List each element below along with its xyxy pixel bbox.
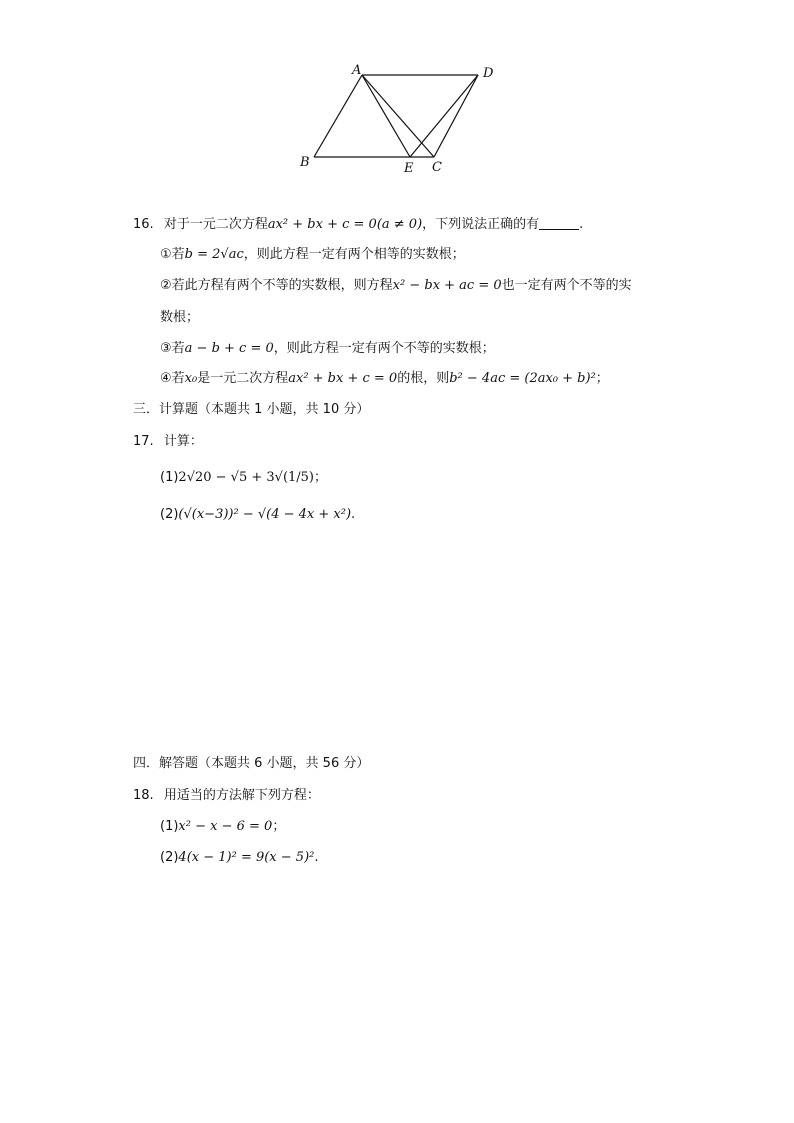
q17-number: 17. [133, 434, 154, 449]
q17-part-2 [160, 508, 355, 521]
q16-option-4-equation-2: b² − 4ac = (2ax₀ + b)² [449, 371, 596, 386]
q18-part-2-end: . [314, 850, 319, 865]
q16-equation: ax² + bx + c = 0(a ≠ 0) [267, 217, 423, 232]
q16-stem [133, 217, 583, 231]
q16-option-4-text-b: 是一元二次方程 [197, 371, 289, 386]
q16-option-3-equation: a − b + c = 0 [184, 341, 274, 356]
q16-option-3-mark: ③ [160, 341, 172, 356]
q17-part-1-expr: 2√20 − √5 + 3√(1/5) [178, 470, 315, 485]
segment-AC [362, 75, 434, 157]
q16-option-2-equation: x² − bx + ac = 0 [392, 278, 502, 293]
q16-option-2-cont [160, 311, 199, 324]
q17-part-1-end: ； [314, 470, 328, 485]
q16-option-3 [160, 342, 495, 355]
q18-part-2 [160, 851, 319, 864]
segment-AB [314, 75, 362, 157]
q16-option-4-mark: ④ [160, 371, 172, 386]
q17-text: 计算： [163, 434, 203, 449]
q17-stem [133, 435, 203, 448]
q17-part-1-label: (1) [160, 470, 179, 485]
q18-stem [133, 789, 320, 802]
q16-option-2-mark: ② [160, 278, 172, 293]
q16-option-4-text-d: ； [595, 371, 609, 386]
q16-option-1 [160, 248, 465, 261]
q16-option-4-equation-1: ax² + bx + c = 0 [288, 371, 398, 386]
q16-option-4-text-c: 的根，则 [397, 371, 450, 386]
segment-DE [410, 75, 478, 157]
parallelogram-figure [290, 60, 510, 180]
q16-option-2-text-c: 数根； [160, 310, 200, 325]
point-label-C: C [432, 160, 442, 175]
q16-number: 16. [133, 217, 154, 232]
q16-option-1-text-a: 若 [171, 247, 185, 262]
q16-text-pre: 对于一元二次方程 [163, 217, 268, 232]
q16-text-post: ，下列说法正确的有 [422, 217, 540, 232]
q18-part-1-expr: x² − x − 6 = 0 [178, 819, 273, 834]
q16-option-4-x0: x₀ [184, 371, 198, 386]
q16-option-1-mark: ① [160, 247, 172, 262]
q16-option-2 [160, 279, 632, 292]
point-label-B: B [300, 155, 310, 170]
q18-text: 用适当的方法解下列方程： [163, 788, 320, 803]
q17-part-2-expr: (√(x−3))² − √(4 − 4x + x²) [178, 507, 352, 522]
q18-part-2-label: (2) [160, 850, 179, 865]
point-label-A: A [352, 63, 362, 78]
q18-part-1 [160, 820, 285, 833]
q17-part-1 [160, 471, 327, 484]
q16-option-4-text-a: 若 [171, 371, 185, 386]
q16-option-2-text-b: 也一定有两个不等的实 [501, 278, 632, 293]
q16-answer-blank[interactable] [539, 217, 579, 230]
segment-DC [434, 75, 478, 157]
q16-option-4 [160, 372, 609, 385]
section-3-title: 三．计算题（本题共 1 小题，共 10 分） [133, 402, 370, 417]
q17-part-2-label: (2) [160, 507, 179, 522]
q18-part-1-end: ； [272, 819, 286, 834]
q16-option-3-text-b: ，则此方程一定有两个不等的实数根； [273, 341, 495, 356]
point-label-D: D [483, 66, 494, 81]
q16-end: . [579, 217, 584, 232]
segment-AE [362, 75, 410, 157]
q18-part-1-label: (1) [160, 819, 179, 834]
q16-option-3-text-a: 若 [171, 341, 185, 356]
q16-option-2-text-a: 若此方程有两个不等的实数根，则方程 [171, 278, 393, 293]
q16-option-1-text-b: ，则此方程一定有两个相等的实数根； [243, 247, 465, 262]
q16-option-1-equation: b = 2√ac [184, 247, 244, 262]
q18-part-2-expr: 4(x − 1)² = 9(x − 5)² [178, 850, 315, 865]
section-4-title: 四．解答题（本题共 6 小题，共 56 分） [133, 756, 370, 771]
q18-number: 18. [133, 788, 154, 803]
q17-part-2-end: . [351, 507, 356, 522]
point-label-E: E [404, 161, 414, 176]
